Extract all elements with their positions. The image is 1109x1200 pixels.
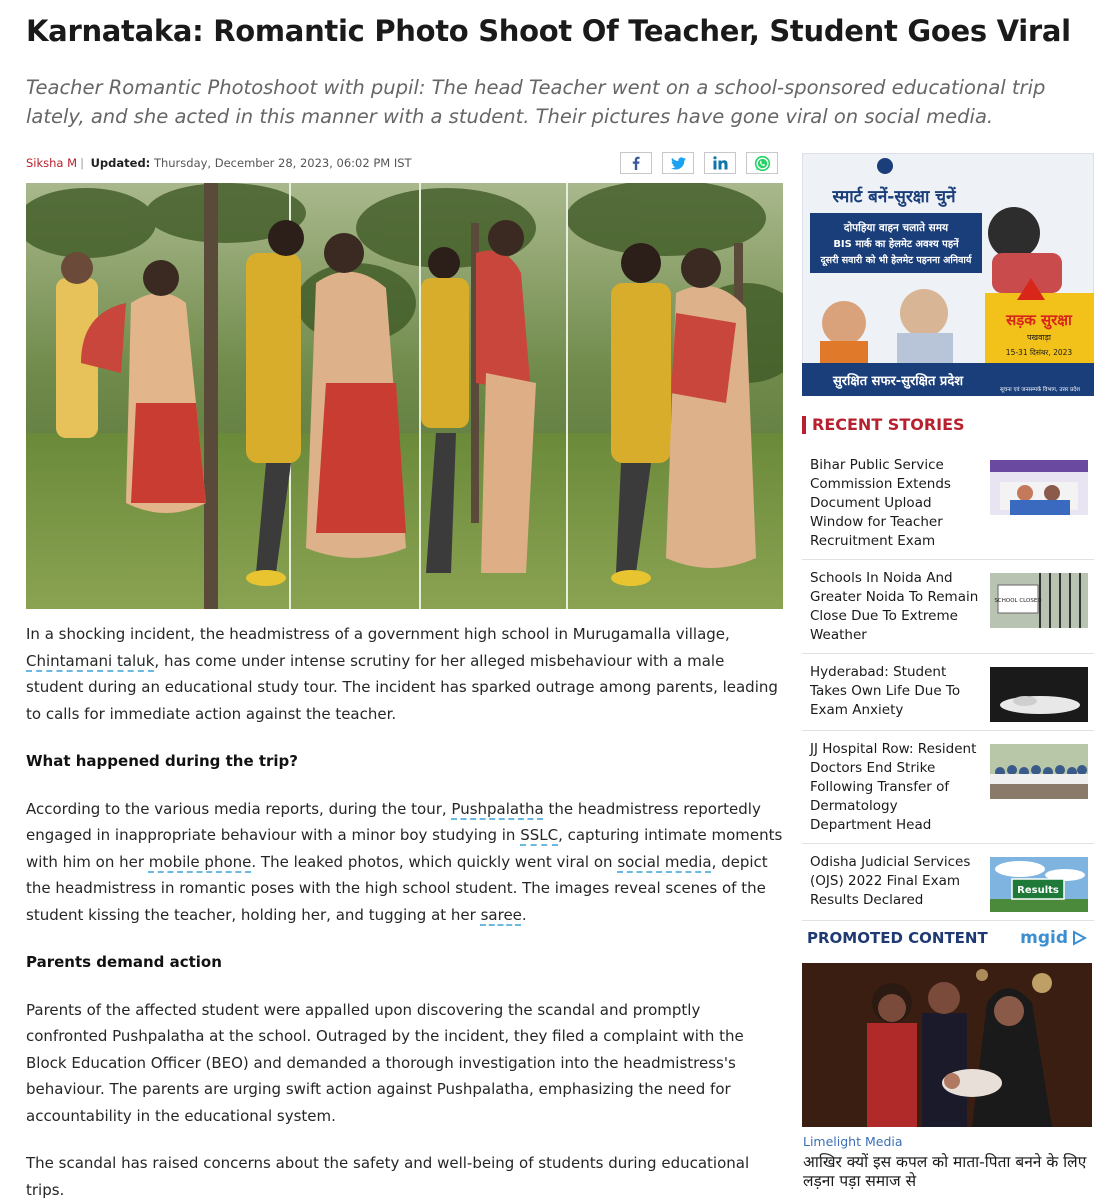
- share-whatsapp-button[interactable]: [746, 152, 778, 174]
- ad-line-1: दोपहिया वाहन चलाते समय: [843, 222, 949, 234]
- mgid-brand: mgid: [1020, 928, 1068, 948]
- share-twitter-button[interactable]: [662, 152, 694, 174]
- school-closed-sign: SCHOOL CLOSED: [994, 598, 1042, 604]
- ad-badge-dates: 15-31 दिसंबर, 2023: [1005, 348, 1073, 357]
- recent-story-item[interactable]: [802, 654, 1094, 731]
- facebook-icon: [629, 156, 643, 170]
- recent-story-item[interactable]: [802, 560, 1094, 654]
- byline: [26, 156, 412, 170]
- story-title[interactable]: Odisha Judicial Services (OJS) 2022 Final Exam Results Declared: [810, 854, 971, 908]
- recent-stories-list: [802, 447, 1094, 921]
- whatsapp-icon: [754, 155, 771, 172]
- paragraph-text: , has come under intense scrutiny for her alleged misbehaviour with a male student during an educational study tour. The incident has sparked outrage among parents, leading to calls for immediate action against the teacher.: [26, 651, 778, 723]
- results-sign: Results: [1017, 885, 1059, 896]
- promoted-content-header: [807, 928, 1087, 948]
- updated-date: Thursday, December 28, 2023, 06:02 PM IST: [153, 156, 412, 170]
- story-title[interactable]: Hyderabad: Student Takes Own Life Due To Exam Anxiety: [810, 664, 961, 718]
- recent-stories-title: RECENT STORIES: [802, 416, 965, 434]
- ad-badge-title: सड़क सुरक्षा: [1006, 311, 1072, 329]
- paragraph-text: , capturing intimate moments with him on her: [26, 826, 783, 871]
- linkedin-icon: [713, 156, 728, 170]
- keyword-link[interactable]: mobile phone: [148, 852, 252, 871]
- paragraph-1: [26, 621, 786, 727]
- updated-label: Updated:: [90, 156, 151, 170]
- ad-headline: स्मार्ट बनें-सुरक्षा चुनें: [832, 187, 956, 207]
- byline-separator: |: [80, 156, 84, 170]
- promoted-content-title: PROMOTED CONTENT: [807, 929, 988, 947]
- promoted-image[interactable]: [802, 963, 1092, 1127]
- paragraph-text: the headmistress reportedly engaged in inappropriate behaviour with a minor boy studying in: [26, 799, 761, 844]
- story-thumbnail[interactable]: [990, 460, 1088, 515]
- mgid-logo[interactable]: [1020, 928, 1087, 948]
- author-link[interactable]: Siksha M: [26, 156, 78, 170]
- recent-story-item[interactable]: [802, 447, 1094, 560]
- paragraph-4: The scandal has raised concerns about the safety and well-being of students during educational trips.: [26, 1154, 750, 1199]
- paragraph-2: [26, 796, 786, 929]
- subheading-parents: Parents demand action: [26, 953, 222, 971]
- story-title[interactable]: Schools In Noida And Greater Noida To Remain Close Due To Extreme Weather: [810, 570, 979, 643]
- paragraph-3: Parents of the affected student were appalled upon discovering the scandal and promptly confronted Pushpalatha at the school. Outraged by the incident, they filed a complaint with the Block Education Officer (BEO) and demanded a thorough investigation into the headmistress's behaviour. The parents are urging swift action against Pushpalatha, emphasizing the need for accountability in the educational system.: [26, 1000, 744, 1125]
- keyword-link[interactable]: social media: [617, 852, 712, 871]
- paragraph-text: According to the various media reports, during the tour,: [26, 799, 452, 818]
- ad-line-3: दूसरी सवारी को भी हेलमेट पहनना अनिवार्य: [820, 255, 972, 266]
- share-linkedin-button[interactable]: [704, 152, 736, 174]
- promoted-headline[interactable]: आखिर क्यों इस कपल को माता-पिता बनने के लिए लड़ना पड़ा समाज से: [803, 1153, 1087, 1190]
- paragraph-text: , depict the headmistress in romantic poses with the high school student. The images reveal scenes of the student kissing the teacher, holding her, and tugging at her: [26, 852, 768, 924]
- story-title[interactable]: Bihar Public Service Commission Extends Document Upload Window for Teacher Recruitment Exam: [810, 457, 951, 549]
- ad-footer-small: सूचना एवं जनसम्पर्क विभाग, उत्तर प्रदेश: [1000, 387, 1080, 393]
- promoted-source[interactable]: Limelight Media: [803, 1134, 903, 1149]
- article-hero-image: [26, 183, 783, 609]
- keyword-link[interactable]: Pushpalatha: [451, 799, 544, 818]
- story-thumbnail[interactable]: [990, 744, 1088, 799]
- article-headline: Karnataka: Romantic Photo Shoot Of Teacher, Student Goes Viral: [26, 14, 1071, 48]
- sidebar-advertisement[interactable]: [802, 153, 1094, 396]
- emblem-icon: [877, 158, 893, 174]
- article-deck: Teacher Romantic Photoshoot with pupil: The head Teacher went on a school-sponsored educational trip lately, and she acted in this manner with a student. Their pictures have gone viral on social media.: [26, 76, 1046, 128]
- story-thumbnail[interactable]: [990, 573, 1088, 628]
- article-body: [26, 621, 786, 1200]
- recent-story-item[interactable]: [802, 844, 1094, 921]
- share-facebook-button[interactable]: [620, 152, 652, 174]
- recent-story-item[interactable]: [802, 731, 1094, 844]
- keyword-link[interactable]: SSLC: [520, 826, 559, 844]
- keyword-link[interactable]: Chintamani taluk: [26, 651, 155, 670]
- paragraph-text: In a shocking incident, the headmistress of a government high school in Murugamalla village,: [26, 625, 730, 643]
- keyword-link[interactable]: saree: [480, 905, 522, 924]
- share-bar: [620, 152, 778, 174]
- play-arrow-icon: [1071, 930, 1087, 946]
- subheading-trip: What happened during the trip?: [26, 752, 298, 770]
- story-thumbnail[interactable]: [990, 857, 1088, 912]
- paragraph-text: . The leaked photos, which quickly went viral on: [251, 852, 618, 871]
- ad-badge-sub: पखवाड़ा: [1027, 333, 1051, 342]
- paragraph-text: .: [521, 905, 527, 924]
- twitter-icon: [671, 157, 686, 170]
- ad-line-2: BIS मार्क का हेलमेट अवश्य पहनें: [833, 239, 959, 250]
- ad-footer: सुरक्षित सफर-सुरक्षित प्रदेश: [832, 374, 964, 389]
- story-title[interactable]: JJ Hospital Row: Resident Doctors End Strike Following Transfer of Dermatology Department Head: [810, 741, 977, 833]
- story-thumbnail[interactable]: [990, 667, 1088, 722]
